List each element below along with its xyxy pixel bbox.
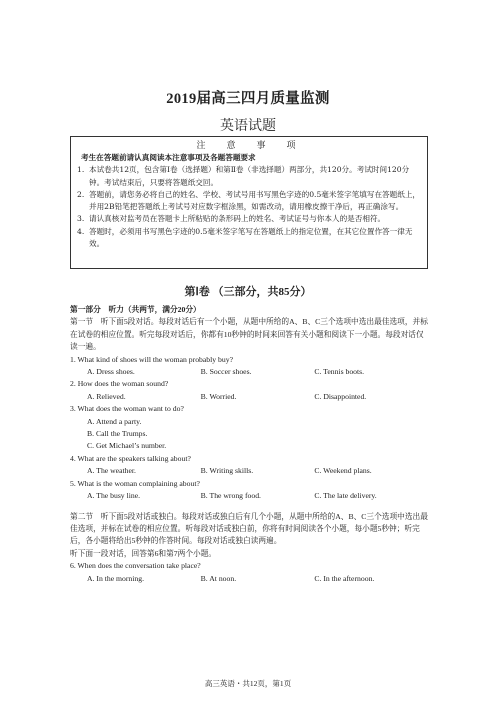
notice-item-text: 请认真核对监考员在答题卡上所粘贴的条形码上的姓名、考试证号与你本人的是否相符。 — [89, 214, 386, 224]
option-a: A. Relieved. — [87, 391, 126, 401]
exam-subtitle: 英语试题 — [220, 119, 276, 134]
notice-item-number: 2. — [77, 189, 85, 199]
question-stem: 2. How does the woman sound? — [70, 379, 169, 389]
question-stem: 5. What is the woman complaining about? — [70, 478, 200, 488]
question-stem: 3. What does the woman want to do? — [70, 404, 184, 414]
notice-heading: 注 意 事 项 — [196, 141, 302, 151]
question-options — [70, 490, 428, 502]
question-options — [70, 573, 428, 585]
question-stem: 6. When does the conversation take place? — [70, 561, 201, 571]
option-a: A. The weather. — [87, 466, 136, 476]
option-c: C. Disappointed. — [314, 391, 367, 401]
question-options — [70, 366, 428, 378]
spacer — [70, 503, 428, 511]
option-b: B. Call the Trumps. — [87, 429, 148, 439]
part1-title: 第一部分 听力（共两节，满分20分） — [70, 305, 201, 314]
notice-item-text: 答题前，请您务必将自己的姓名、学校、考试号用书写黑色字迹的0.5毫米签字笔填写在答题纸上，并用2B铅笔把答题纸上考试号对应数字框涂黑，如需改动，请用橡皮擦干净后，再正确涂写。 — [89, 189, 421, 212]
option-a: A. The busy line. — [87, 491, 141, 501]
part1-section2-cue: 听下面一段对话，回答第6和第7两个小题。 — [70, 548, 217, 558]
part1-section1-instructions: 第一节 听下面5段对话。每段对话后有一个小题，从题中所给的A、B、C三个选项中选出最佳选项，并标在试卷的相应位置。听完每段对话后，你都有10秒钟的时间来回答有关小题和阅读下一小题。每段对话仅读一遍。 — [70, 317, 428, 352]
notice-item-number: 4. — [77, 226, 85, 236]
notice-item-text: 本试卷共12页，包含第Ⅰ卷（选择题）和第Ⅱ卷（非选择题）两部分，共120分。考试时间120分钟。考试结束后，只要将答题纸交回。 — [89, 165, 410, 187]
option-c: C. Tennis boots. — [314, 367, 365, 377]
notice-item-number: 3. — [77, 214, 85, 224]
option-a: A. Attend a party. — [87, 416, 142, 426]
option-b: B. Soccer shoes. — [200, 367, 252, 377]
option-c: C. In the afternoon. — [314, 573, 375, 583]
option-c: C. Get Michael’s number. — [87, 441, 167, 451]
notice-item — [77, 226, 421, 251]
section-title: 第Ⅰ卷 （三部分，共85分） — [184, 286, 312, 298]
option-c: C. The late delivery. — [314, 491, 377, 501]
option-b: B. The wrong food. — [200, 491, 261, 501]
option-b: B. Worried. — [200, 391, 237, 401]
exam-body — [70, 304, 428, 585]
option-c: C. Weekend plans. — [314, 466, 372, 476]
notice-item-number: 1. — [77, 165, 85, 175]
notice-item — [77, 164, 421, 189]
notice-item — [77, 189, 421, 214]
question-stem: 1. What kind of shoes will the woman probably buy? — [70, 354, 233, 364]
notice-lead: 考生在答题前请认真阅读本注意事项及各题答题要求 — [81, 153, 256, 162]
question-options — [70, 465, 428, 477]
part1-section2-instructions: 第二节 听下面5段对话或独白。每段对话或独白后有几个小题，从题中所给的A、B、C三个选项中选出最佳选项，并标在试卷的相应位置。听每段对话或独白前，你将有时间阅读各个小题，每小题5秒钟；听完后，各小题将给出5秒钟的作答时间。每段对话或独白读两遍。 — [70, 511, 428, 546]
page-footer: 高三英语・共12页，第1页 — [204, 679, 292, 688]
notice-item — [77, 213, 421, 225]
option-a: A. Dress shoes. — [87, 367, 135, 377]
question-options — [70, 391, 428, 403]
option-a: A. In the morning. — [87, 573, 145, 583]
option-b: B. Writing skills. — [200, 466, 254, 476]
option-b: B. At noon. — [200, 573, 237, 583]
notice-box — [70, 136, 428, 269]
exam-title: 2019届高三四月质量监测 — [166, 91, 330, 107]
question-stem: 4. What are the speakers talking about? — [70, 453, 191, 463]
notice-item-text: 答题时，必须用书写黑色字迹的0.5毫米签字笔写在答题纸上的指定位置，在其它位置作答一律无效。 — [89, 226, 413, 249]
